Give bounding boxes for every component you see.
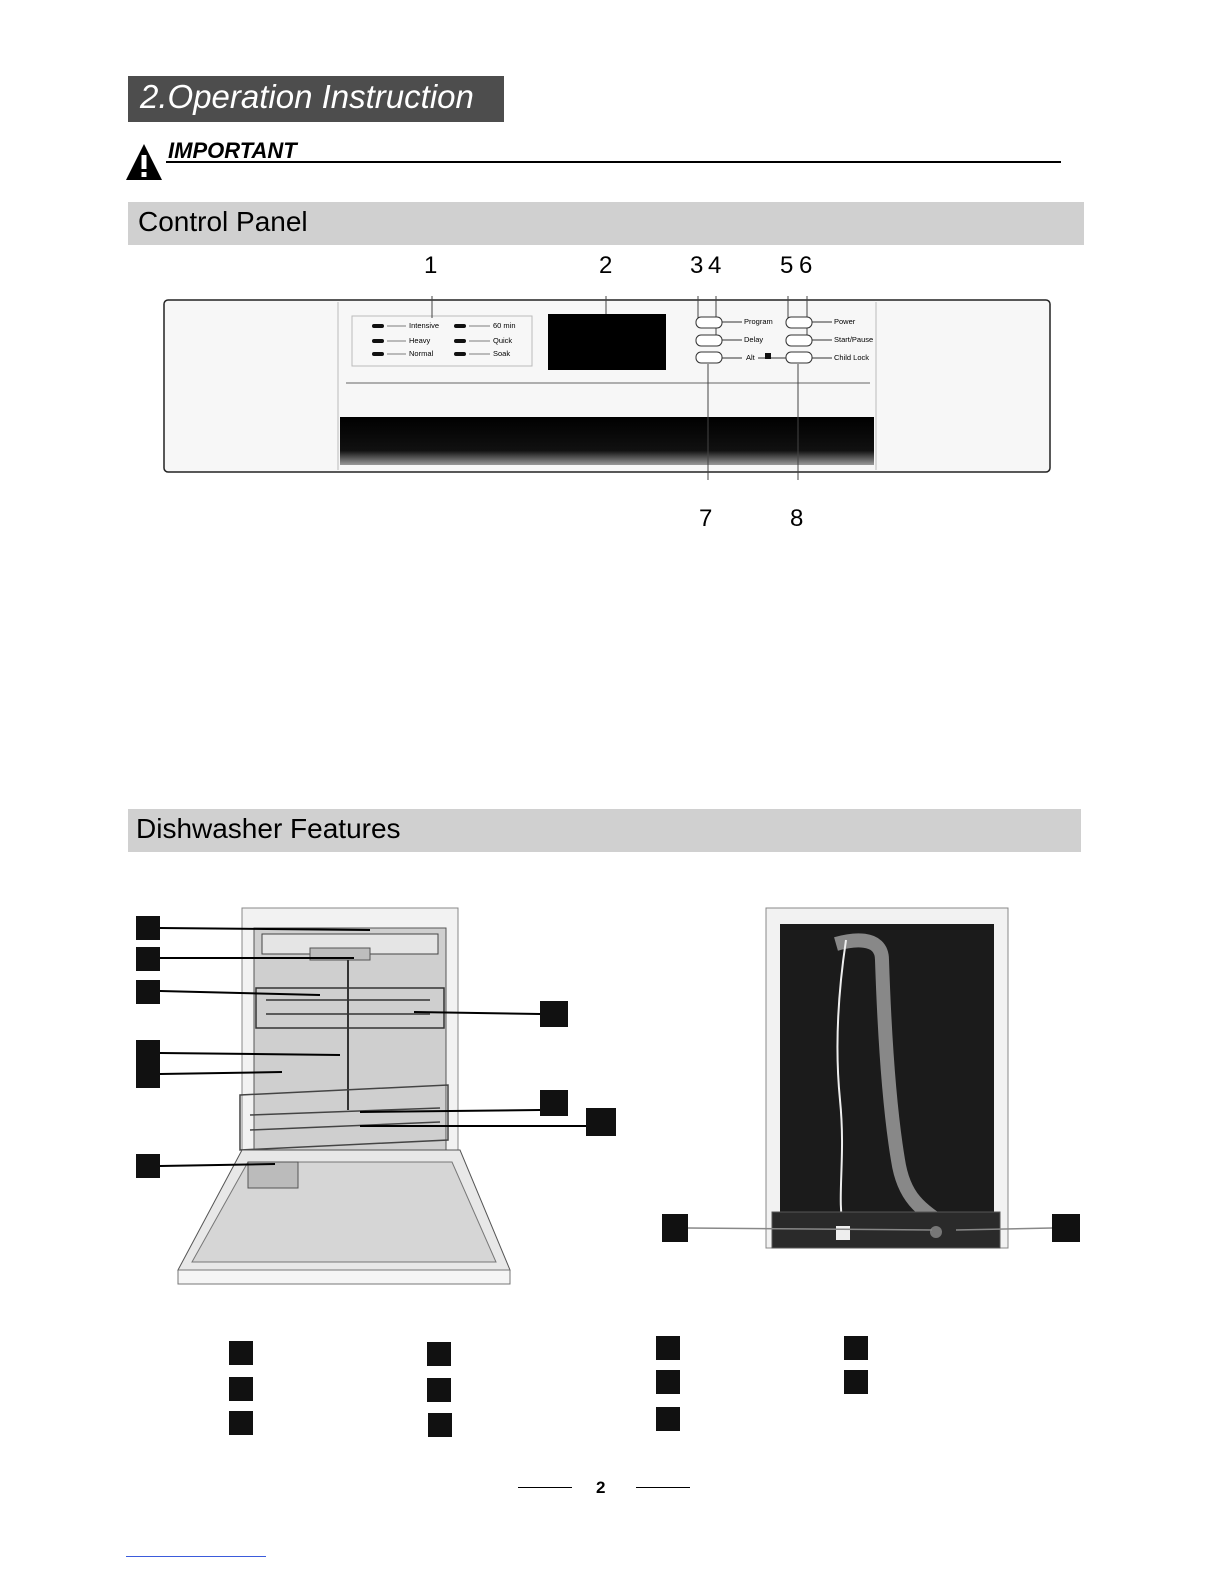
callout-7: 7 xyxy=(699,505,713,532)
button-label-delay: Delay xyxy=(744,335,764,344)
important-rule xyxy=(166,161,1061,163)
dishwasher-rear-image xyxy=(660,900,1085,1270)
callout-8: 8 xyxy=(790,505,804,532)
control-panel-drawing xyxy=(160,296,1055,480)
button-label-child-lock: Child Lock xyxy=(834,353,870,362)
important-heading: IMPORTANT xyxy=(168,138,297,163)
section-title: 2.Operation Instruction xyxy=(140,78,474,115)
page-number: 2 xyxy=(596,1478,606,1497)
legend-marker xyxy=(656,1407,680,1431)
callout-5: 5 xyxy=(780,252,794,279)
program-label-intensive: Intensive xyxy=(409,321,440,330)
legend-marker xyxy=(229,1411,253,1435)
legend-marker xyxy=(428,1413,452,1437)
legend-marker xyxy=(427,1378,451,1402)
callout-3: 3 xyxy=(690,252,704,279)
page-number-rule-right xyxy=(636,1487,690,1488)
legend-marker xyxy=(656,1336,680,1360)
callout-2: 2 xyxy=(599,252,613,279)
legend-marker xyxy=(844,1370,868,1394)
dishwasher-front-image xyxy=(130,900,630,1295)
button-label-power: Power xyxy=(834,317,856,326)
warning-icon xyxy=(124,142,164,182)
page-number-rule-left xyxy=(518,1487,572,1488)
legend-marker xyxy=(844,1336,868,1360)
features-heading: Dishwasher Features xyxy=(136,813,401,844)
program-label-quick: Quick xyxy=(493,336,513,345)
button-label-program: Program xyxy=(744,317,773,326)
program-label-60min: 60 min xyxy=(493,321,516,330)
legend-marker xyxy=(229,1341,253,1365)
program-label-normal: Normal xyxy=(409,349,434,358)
legend-marker xyxy=(229,1377,253,1401)
button-label-alt: Alt xyxy=(746,353,755,362)
program-label-soak: Soak xyxy=(493,349,511,358)
legend-marker xyxy=(427,1342,451,1366)
control-panel-heading: Control Panel xyxy=(138,206,308,237)
legend-marker xyxy=(656,1370,680,1394)
callout-6: 6 xyxy=(799,252,813,279)
program-label-heavy: Heavy xyxy=(409,336,431,345)
footer-link-line xyxy=(126,1556,266,1557)
callout-1: 1 xyxy=(424,252,438,279)
callout-4: 4 xyxy=(708,252,722,279)
button-label-start-pause: Start/Pause xyxy=(834,335,874,344)
